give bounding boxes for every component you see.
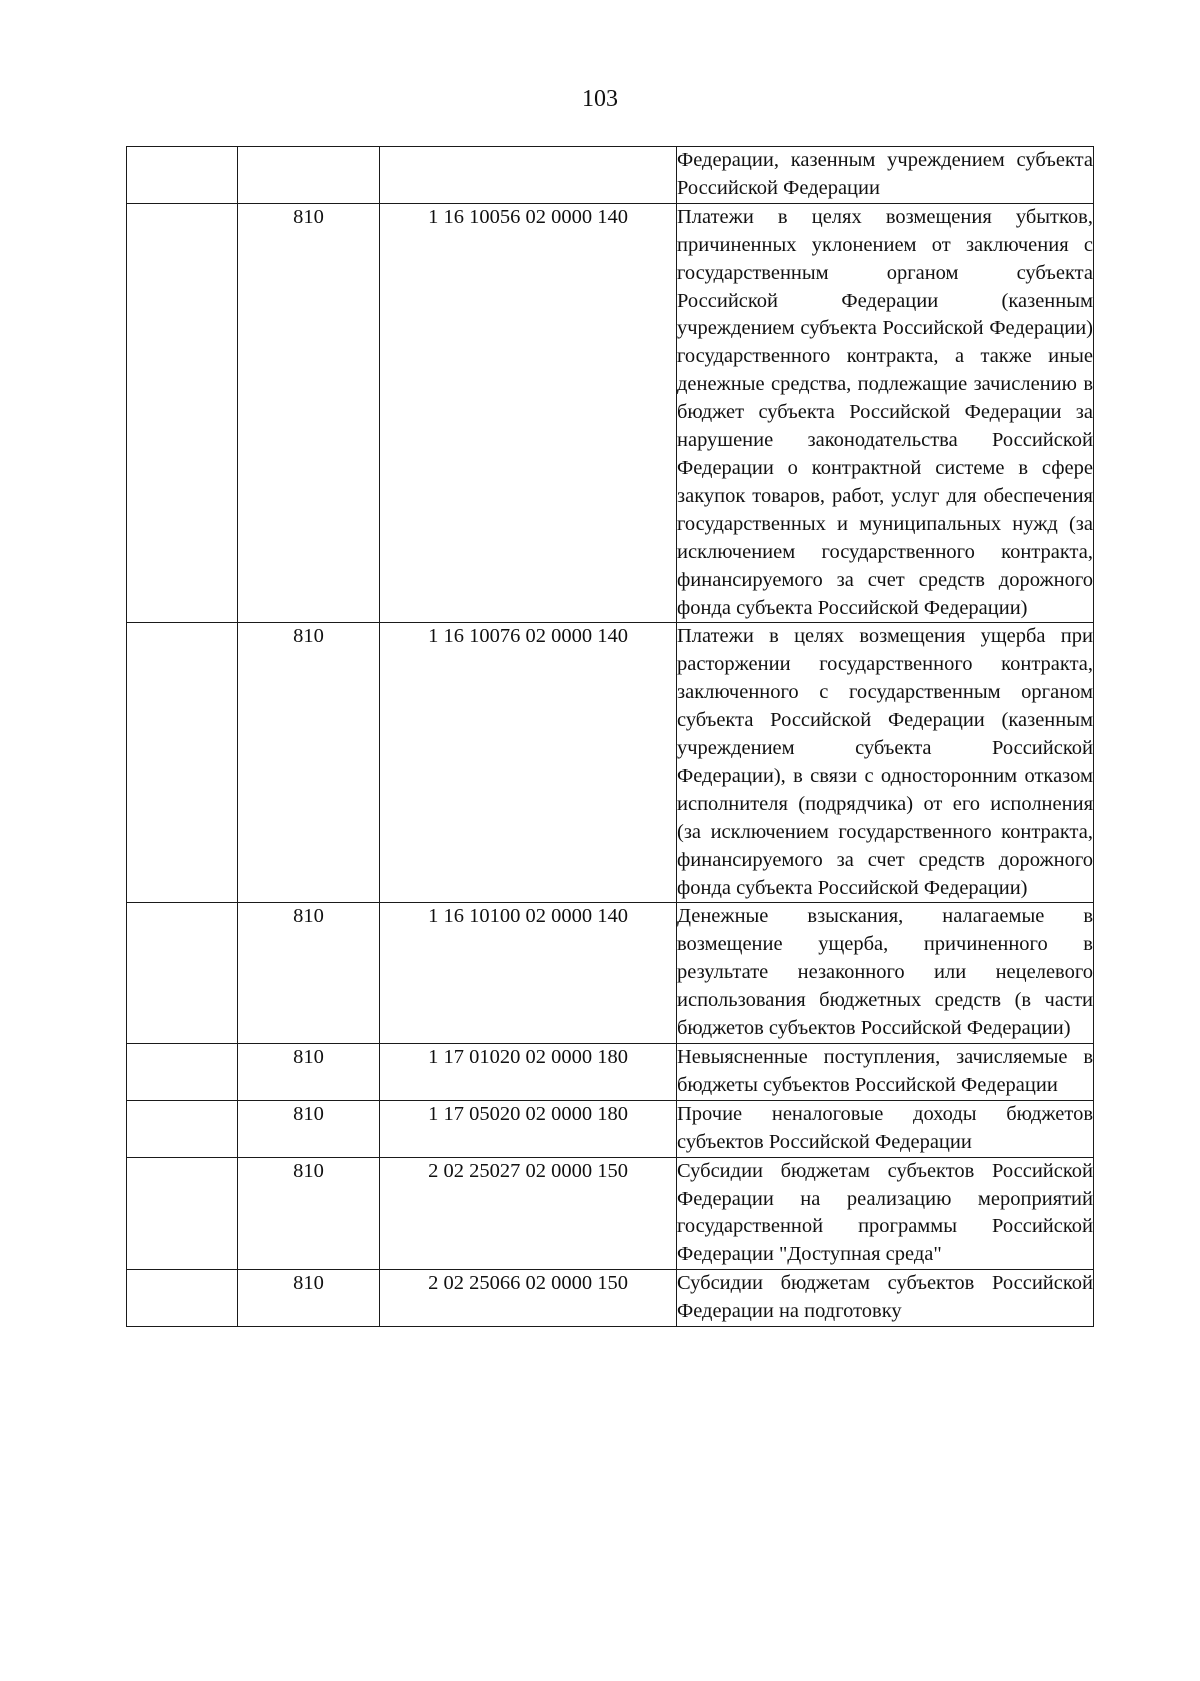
- table-row: [127, 1044, 1094, 1101]
- table-row: [127, 1100, 1094, 1157]
- kbk-code-cell: 1 17 01020 02 0000 180: [380, 1044, 677, 1101]
- admin-code-cell: 810: [238, 1100, 380, 1157]
- kbk-code-cell: 1 16 10100 02 0000 140: [380, 903, 677, 1044]
- kbk-code-cell: 1 17 05020 02 0000 180: [380, 1100, 677, 1157]
- table-row: [127, 623, 1094, 903]
- blank-cell: [127, 1044, 238, 1101]
- blank-cell: [127, 147, 238, 204]
- table-row: [127, 1270, 1094, 1327]
- revenue-name-cell: Федерации, казенным учреждением субъекта Российской Федерации: [677, 147, 1094, 204]
- table-row: [127, 203, 1094, 623]
- kbk-code-cell: 2 02 25027 02 0000 150: [380, 1157, 677, 1270]
- blank-cell: [127, 1100, 238, 1157]
- admin-code-cell: 810: [238, 1270, 380, 1327]
- kbk-code-cell: [380, 147, 677, 204]
- revenue-name-cell: Прочие неналоговые доходы бюджетов субъектов Российской Федерации: [677, 1100, 1094, 1157]
- kbk-code-cell: 1 16 10056 02 0000 140: [380, 203, 677, 623]
- admin-code-cell: 810: [238, 1044, 380, 1101]
- admin-code-cell: 810: [238, 203, 380, 623]
- blank-cell: [127, 1157, 238, 1270]
- revenue-name-cell: Денежные взыскания, налагаемые в возмещение ущерба, причиненного в результате незаконного или нецелевого использования бюджетных средств (в части бюджетов субъектов Российской Федерации): [677, 903, 1094, 1044]
- table-row: [127, 903, 1094, 1044]
- kbk-code-cell: 2 02 25066 02 0000 150: [380, 1270, 677, 1327]
- blank-cell: [127, 623, 238, 903]
- blank-cell: [127, 903, 238, 1044]
- page-number: 103: [582, 86, 618, 112]
- table-row: [127, 1157, 1094, 1270]
- revenue-name-cell: Субсидии бюджетам субъектов Российской Федерации на подготовку: [677, 1270, 1094, 1327]
- admin-code-cell: [238, 147, 380, 204]
- table-row: [127, 147, 1094, 204]
- kbk-code-cell: 1 16 10076 02 0000 140: [380, 623, 677, 903]
- blank-cell: [127, 1270, 238, 1327]
- admin-code-cell: 810: [238, 623, 380, 903]
- revenue-name-cell: Субсидии бюджетам субъектов Российской Федерации на реализацию мероприятий государственной программы Российской Федерации "Доступная среда": [677, 1157, 1094, 1270]
- admin-code-cell: 810: [238, 1157, 380, 1270]
- revenue-name-cell: Невыясненные поступления, зачисляемые в бюджеты субъектов Российской Федерации: [677, 1044, 1094, 1101]
- revenue-classification-table: [126, 146, 1094, 1327]
- revenue-name-cell: Платежи в целях возмещения ущерба при расторжении государственного контракта, заключенного с государственным органом субъекта Российской Федерации (казенным учреждением субъекта Российской Федерации), в связи с односторонним отказом исполнителя (подрядчика) от его исполнения (за исключением государственного контракта, финансируемого за счет средств дорожного фонда субъекта Российской Федерации): [677, 623, 1094, 903]
- revenue-name-cell: Платежи в целях возмещения убытков, причиненных уклонением от заключения с государственным органом субъекта Российской Федерации (казенным учреждением субъекта Российской Федерации) государственного контракта, а также иные денежные средства, подлежащие зачислению в бюджет субъекта Российской Федерации за нарушение законодательства Российской Федерации о контрактной системе в сфере закупок товаров, работ, услуг для обеспечения государственных и муниципальных нужд (за исключением государственного контракта, финансируемого за счет средств дорожного фонда субъекта Российской Федерации): [677, 203, 1094, 623]
- blank-cell: [127, 203, 238, 623]
- admin-code-cell: 810: [238, 903, 380, 1044]
